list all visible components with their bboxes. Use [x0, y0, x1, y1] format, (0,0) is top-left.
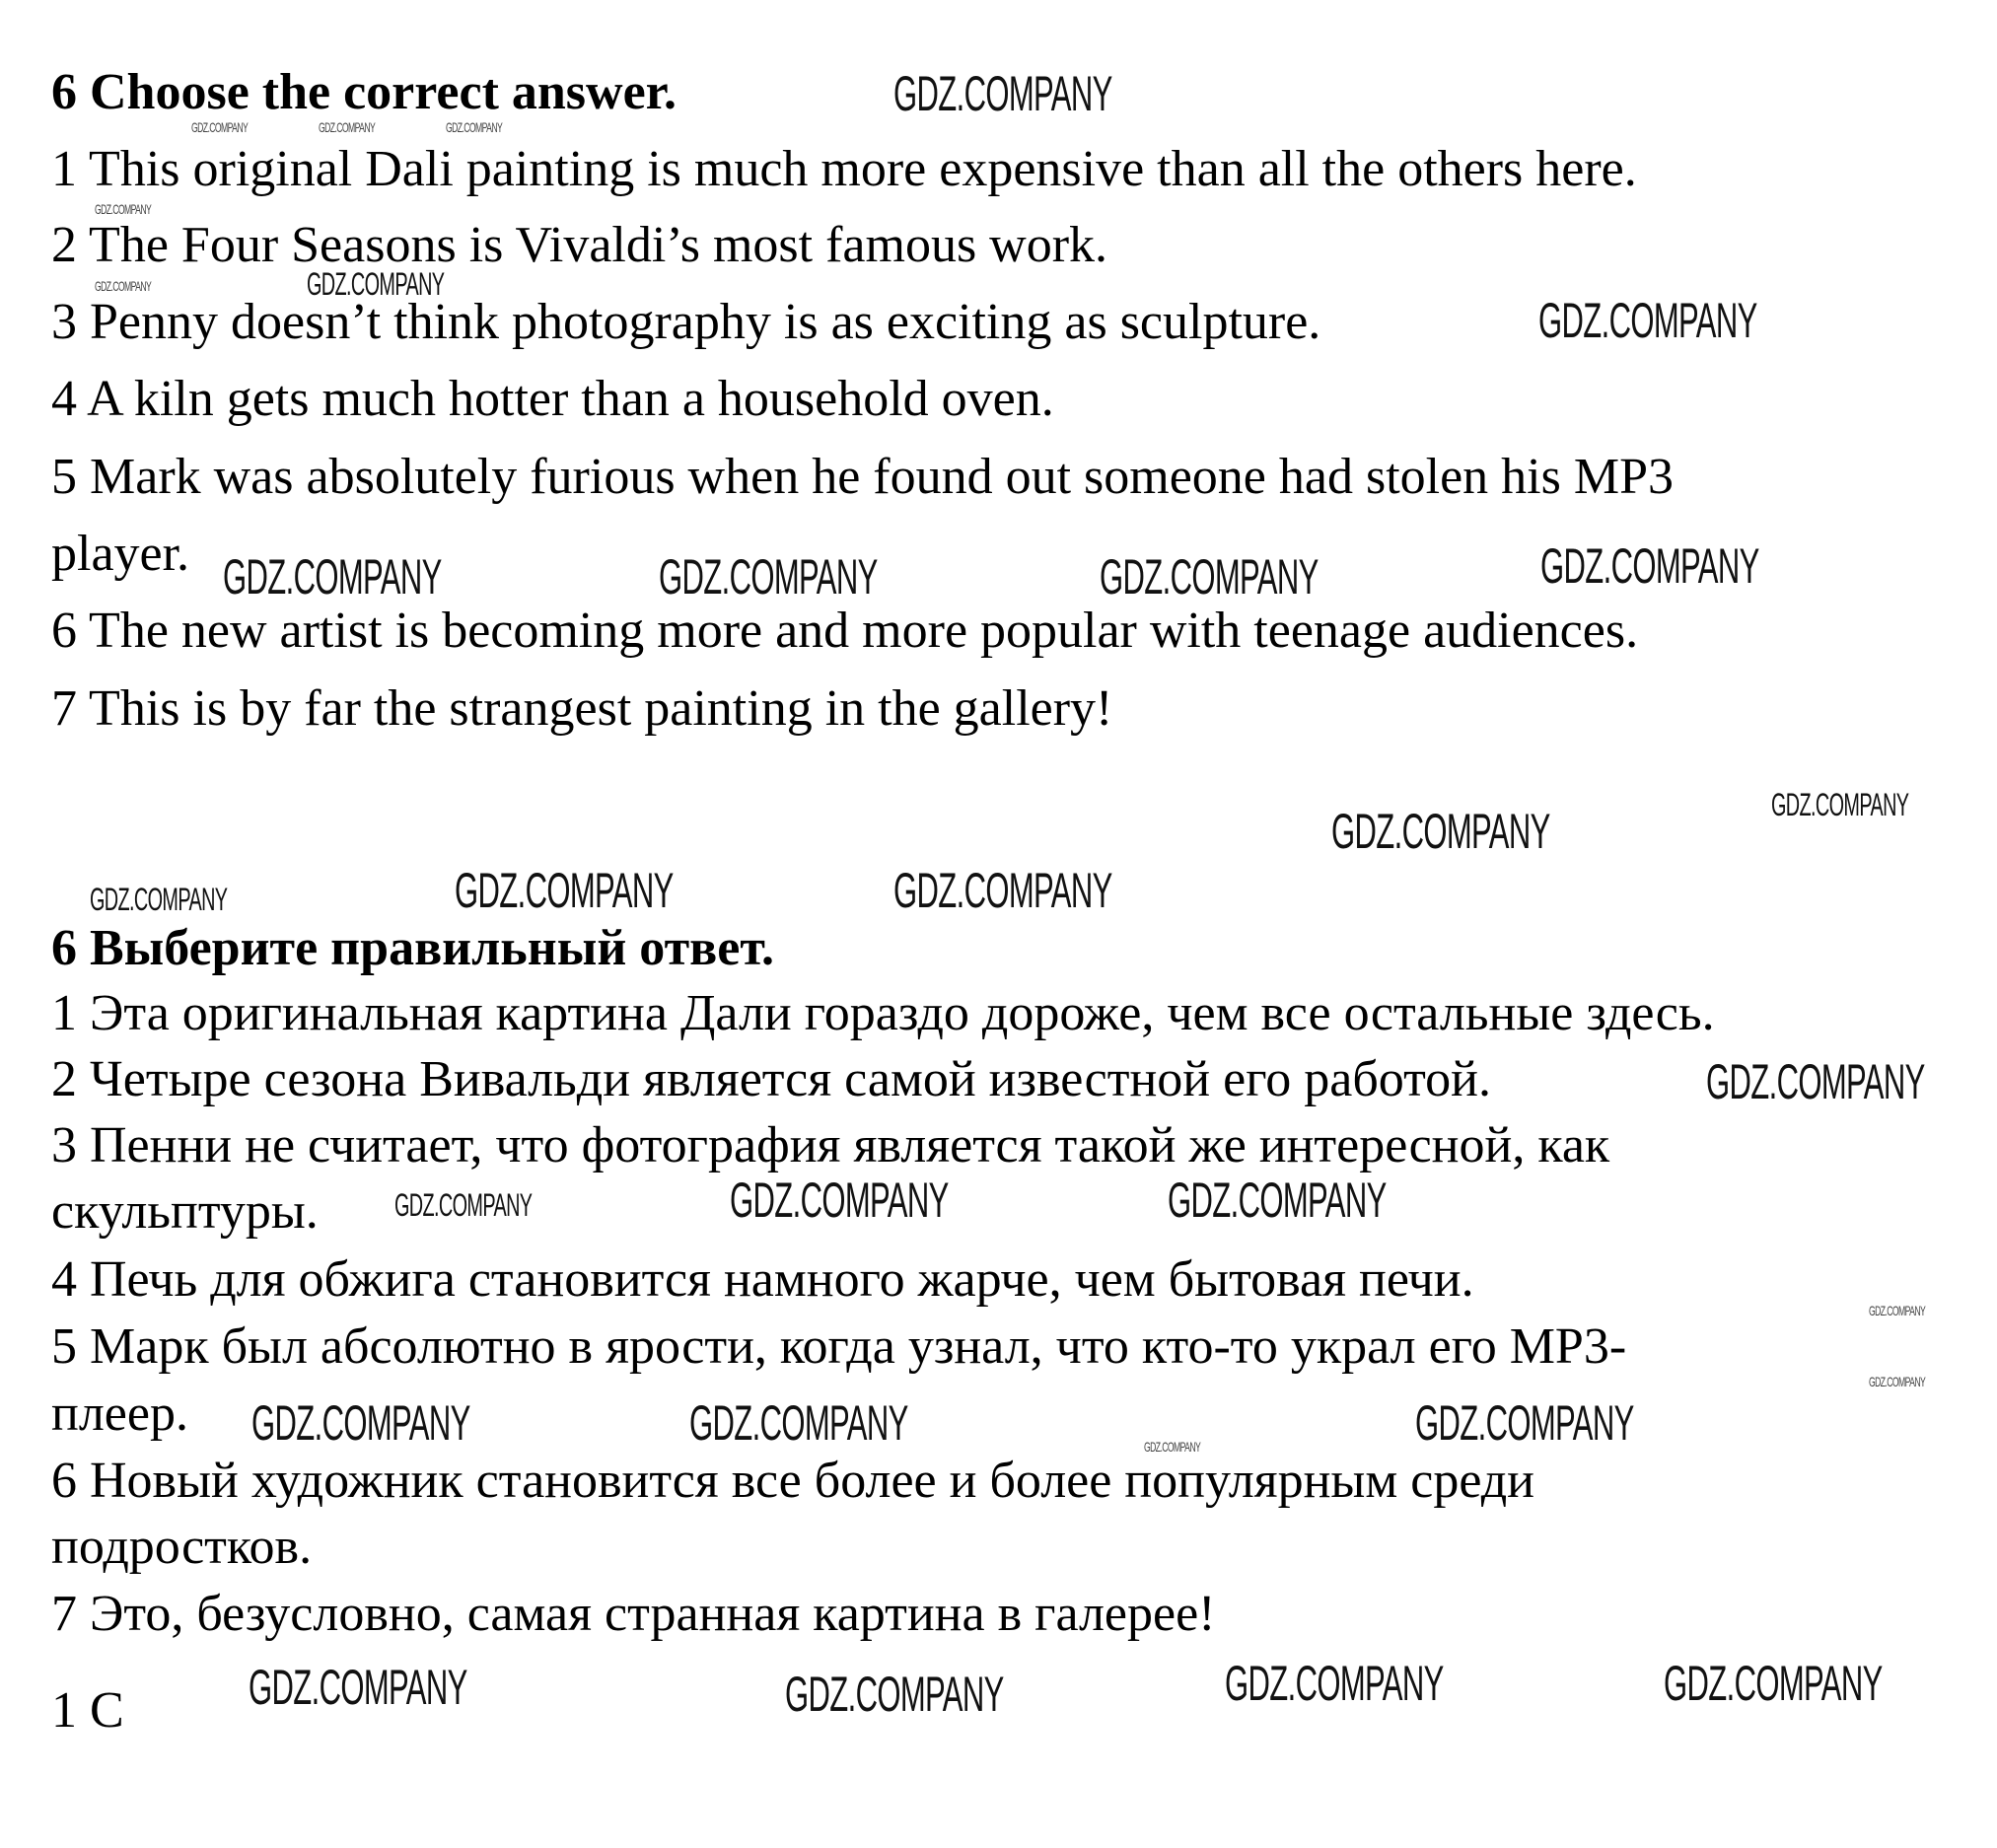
- watermark: GDZ.COMPANY: [785, 1667, 1004, 1722]
- sentence-en-3: 3 Penny doesn’t think photography is as exciting as sculpture.: [51, 294, 1321, 350]
- watermark: GDZ.COMPANY: [1168, 1173, 1387, 1228]
- sentence-ru-6-cont: подростков.: [51, 1519, 313, 1575]
- sentence-en-4: 4 A kiln gets much hotter than a household oven.: [51, 371, 1054, 427]
- watermark: GDZ.COMPANY: [1225, 1656, 1444, 1711]
- watermark: GDZ.COMPANY: [307, 266, 445, 302]
- sentence-en-2: 2 The Four Seasons is Vivaldi’s most famous work.: [51, 217, 1108, 273]
- sentence-ru-4: 4 Печь для обжига становится намного жарче, чем бытовая печи.: [51, 1251, 1474, 1308]
- sentence-ru-3-cont: скульптуры.: [51, 1183, 319, 1240]
- watermark: GDZ.COMPANY: [1415, 1395, 1634, 1451]
- watermark: GDZ.COMPANY: [251, 1395, 470, 1451]
- answer: 1 C: [51, 1682, 124, 1739]
- sentence-en-7: 7 This is by far the strangest painting in the gallery!: [51, 680, 1113, 737]
- watermark: GDZ.COMPANY: [1664, 1656, 1883, 1711]
- sentence-ru-5: 5 Марк был абсолютно в ярости, когда узнал, что кто-то украл его МР3-: [51, 1318, 1627, 1375]
- watermark: GDZ.COMPANY: [95, 278, 152, 294]
- watermark: GDZ.COMPANY: [1869, 1303, 1926, 1318]
- sentence-ru-3: 3 Пенни не считает, что фотография является такой же интересной, как: [51, 1117, 1610, 1173]
- exercise-heading-ru: 6 Выберите правильный ответ.: [51, 920, 774, 976]
- watermark: GDZ.COMPANY: [191, 119, 249, 135]
- watermark: GDZ.COMPANY: [319, 119, 376, 135]
- exercise-heading-en: 6 Choose the correct answer.: [51, 64, 677, 120]
- watermark: GDZ.COMPANY: [1540, 538, 1759, 594]
- sentence-en-5-cont: player.: [51, 526, 190, 582]
- sentence-en-6: 6 The new artist is becoming more and more popular with teenage audiences.: [51, 603, 1639, 659]
- watermark: GDZ.COMPANY: [689, 1395, 908, 1451]
- watermark: GDZ.COMPANY: [249, 1660, 467, 1715]
- watermark: GDZ.COMPANY: [893, 66, 1112, 121]
- watermark: GDZ.COMPANY: [1144, 1439, 1201, 1455]
- sentence-en-1: 1 This original Dali painting is much more expensive than all the others here.: [51, 141, 1637, 197]
- watermark: GDZ.COMPANY: [394, 1187, 533, 1223]
- sentence-ru-2: 2 Четыре сезона Вивальди является самой известной его работой.: [51, 1051, 1491, 1107]
- sentence-ru-1: 1 Эта оригинальная картина Дали гораздо дороже, чем все остальные здесь.: [51, 985, 1715, 1041]
- watermark: GDZ.COMPANY: [1706, 1054, 1925, 1109]
- sentence-en-5: 5 Mark was absolutely furious when he found out someone had stolen his MP3: [51, 449, 1675, 505]
- sentence-ru-6: 6 Новый художник становится все более и более популярным среди: [51, 1453, 1535, 1509]
- watermark: GDZ.COMPANY: [1100, 549, 1319, 604]
- watermark: GDZ.COMPANY: [455, 863, 674, 918]
- sentence-ru-7: 7 Это, безусловно, самая странная картина в галерее!: [51, 1586, 1216, 1642]
- watermark: GDZ.COMPANY: [659, 549, 878, 604]
- watermark: GDZ.COMPANY: [1538, 293, 1757, 348]
- watermark: GDZ.COMPANY: [1331, 804, 1550, 859]
- watermark: GDZ.COMPANY: [446, 119, 503, 135]
- sentence-ru-5-cont: плеер.: [51, 1386, 188, 1442]
- watermark: GDZ.COMPANY: [90, 882, 228, 917]
- watermark: GDZ.COMPANY: [1771, 787, 1909, 822]
- watermark: GDZ.COMPANY: [95, 201, 152, 217]
- watermark: GDZ.COMPANY: [893, 863, 1112, 918]
- watermark: GDZ.COMPANY: [1869, 1374, 1926, 1389]
- watermark: GDZ.COMPANY: [730, 1173, 949, 1228]
- watermark: GDZ.COMPANY: [223, 549, 442, 604]
